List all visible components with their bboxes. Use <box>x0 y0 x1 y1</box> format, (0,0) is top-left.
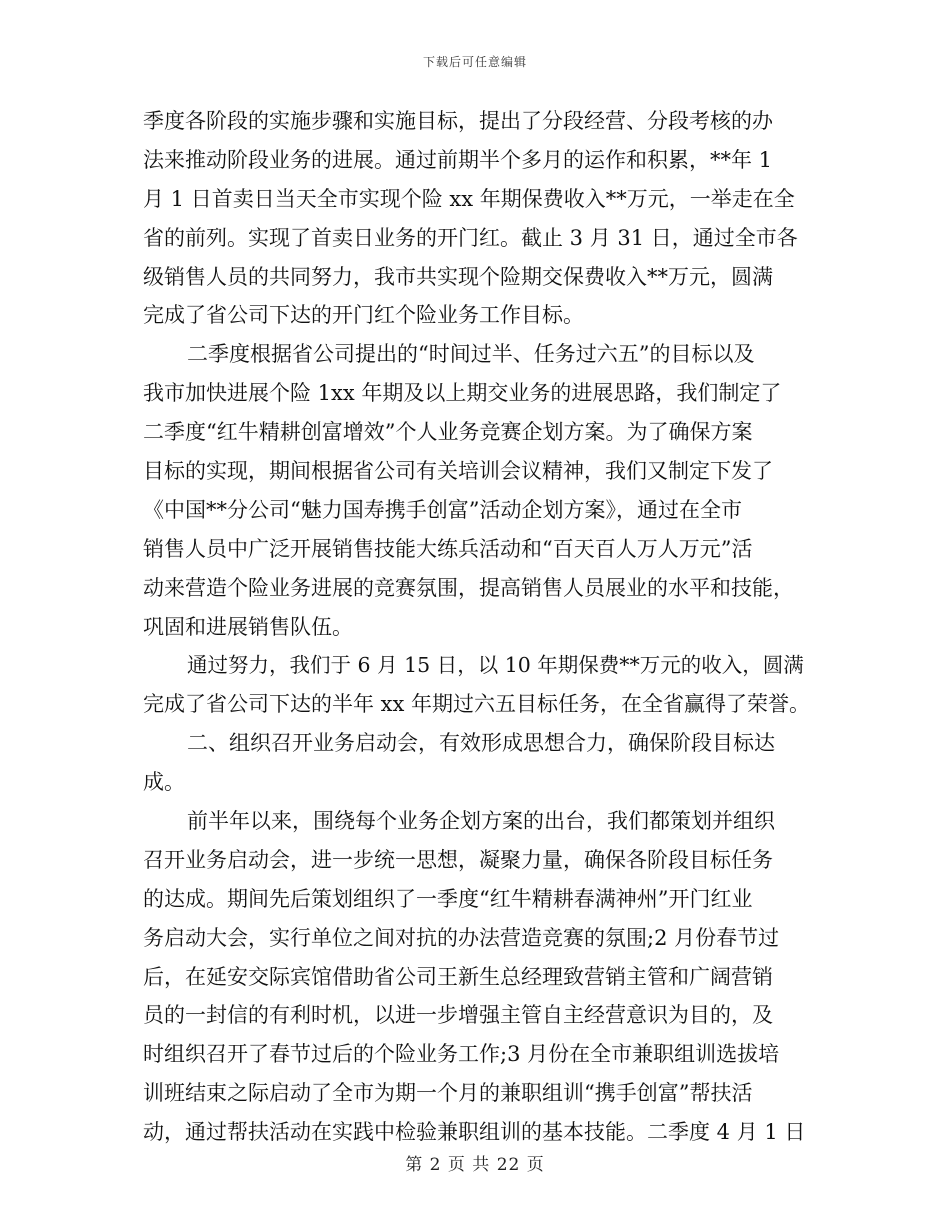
text-line: 后，在延安交际宾馆借助省公司王新生总经理致营销主管和广阔营销 <box>143 964 773 989</box>
text-line: 我市加快进展个险 1xx 年期及以上期交业务的进展思路，我们制定了 <box>143 381 782 406</box>
text-line: 动，通过帮扶活动在实践中检验兼职组训的基本技能。二季度 4 月 1 日 <box>143 1120 806 1145</box>
page-header: 下载后可任意编辑 <box>422 55 527 69</box>
text-line: 动来营造个险业务进展的竞赛氛围，提高销售人员展业的水平和技能， <box>143 575 794 600</box>
text-line: 务启动大会，实行单位之间对抗的办法营造竞赛的氛围;2 月份春节过 <box>143 925 780 950</box>
page-footer: 第 2 页 共 22 页 <box>405 1155 545 1175</box>
text-line: 成。 <box>143 770 185 795</box>
text-line: 季度各阶段的实施步骤和实施目标，提出了分段经营、分段考核的办 <box>143 109 773 133</box>
text-line: 训班结束之际启动了全市为期一个月的兼职组训“携手创富”帮扶活 <box>143 1081 753 1106</box>
text-line: 时组织召开了春节过后的个险业务工作;3 月份在全市兼职组训选拔培 <box>143 1042 780 1067</box>
text-line: 完成了省公司下达的开门红个险业务工作目标。 <box>143 303 584 328</box>
text-line: 月 1 日首卖日当天全市实现个险 xx 年期保费收入**万元，一举走在全 <box>143 186 795 211</box>
text-line: 通过努力，我们于 6 月 15 日，以 10 年期保费**万元的收入，圆满 <box>187 653 804 678</box>
text-line: 二季度根据省公司提出的“时间过半、任务过六五”的目标以及 <box>187 342 755 367</box>
text-line: 前半年以来，围绕每个业务企划方案的出台，我们都策划并组织 <box>187 809 775 834</box>
text-line: 省的前列。实现了首卖日业务的开门红。截止 3 月 31 日，通过全市各 <box>143 225 798 250</box>
text-line: 二、组织召开业务启动会，有效形成思想合力，确保阶段目标达 <box>187 731 775 756</box>
text-line: 《中国**分公司“魅力国寿携手创富”活动企划方案》，通过在全市 <box>143 497 742 522</box>
text-line: 销售人员中广泛开展销售技能大练兵活动和“百天百人万人万元”活 <box>143 536 753 561</box>
text-line: 员的一封信的有利时机，以进一步增强主管自主经营意识为目的，及 <box>143 1003 773 1028</box>
text-line: 的达成。期间先后策划组织了一季度“红牛精耕春满神州”开门红业 <box>143 886 753 911</box>
document-body <box>143 102 818 1152</box>
text-line: 完成了省公司下达的半年 xx 年期过六五目标任务，在全省赢得了荣誉。 <box>143 692 811 717</box>
text-line: 召开业务启动会，进一步统一思想，凝聚力量，确保各阶段目标任务 <box>143 847 773 872</box>
text-line: 法来推动阶段业务的进展。通过前期半个多月的运作和积累，**年 1 <box>143 147 773 172</box>
text-line: 二季度“红牛精耕创富增效”个人业务竞赛企划方案。为了确保方案 <box>143 420 753 445</box>
text-line: 巩固和进展销售队伍。 <box>143 614 353 639</box>
text-line: 目标的实现，期间根据省公司有关培训会议精神，我们又制定下发了 <box>143 459 773 484</box>
text-line: 级销售人员的共同努力，我市共实现个险期交保费收入**万元，圆满 <box>143 264 773 289</box>
